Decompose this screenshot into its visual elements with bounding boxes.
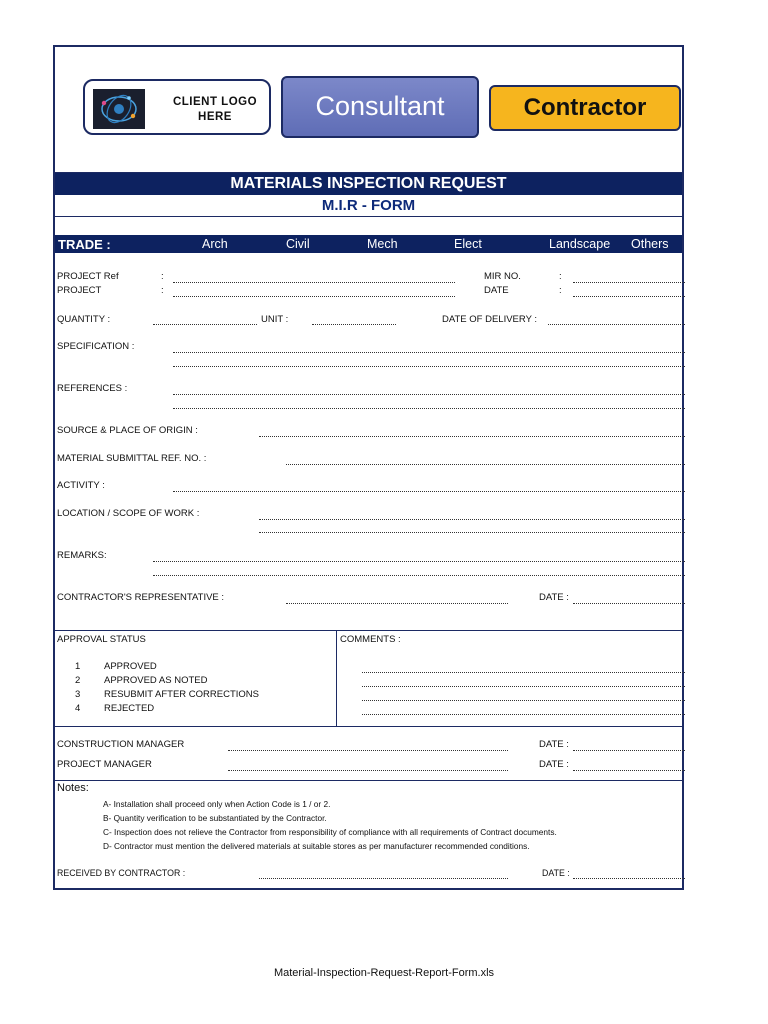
- contractor-rep-label: CONTRACTOR'S REPRESENTATIVE :: [57, 592, 225, 603]
- references-label: REFERENCES :: [57, 383, 128, 394]
- project-ref-label: PROJECT Ref: [57, 271, 119, 282]
- approval-item-num: 4: [75, 703, 81, 714]
- specification-field[interactable]: [173, 352, 685, 353]
- approval-status-title: APPROVAL STATUS: [57, 634, 146, 645]
- trade-option-elect[interactable]: Elect: [454, 237, 482, 251]
- activity-label: ACTIVITY :: [57, 480, 105, 491]
- location-field[interactable]: [259, 532, 685, 533]
- colon: :: [559, 285, 562, 296]
- approval-item-num: 1: [75, 661, 81, 672]
- colon: :: [161, 271, 164, 282]
- contractor-logo: Contractor: [489, 85, 681, 131]
- activity-field[interactable]: [173, 491, 685, 492]
- construction-manager-label: CONSTRUCTION MANAGER: [57, 739, 185, 750]
- date-of-delivery-field[interactable]: [548, 324, 685, 325]
- footer-filename: Material-Inspection-Request-Report-Form.xls: [273, 967, 495, 979]
- received-by-field[interactable]: [259, 878, 508, 879]
- form-title: MATERIALS INSPECTION REQUEST: [55, 173, 682, 195]
- approval-item-resubmit[interactable]: RESUBMIT AFTER CORRECTIONS: [104, 689, 260, 700]
- approval-item-num: 3: [75, 689, 81, 700]
- client-logo-text-1: CLIENT LOGO: [172, 96, 258, 108]
- note-item: B- Quantity verification to be substantiated by the Contractor.: [103, 813, 327, 823]
- comments-field[interactable]: [362, 700, 685, 701]
- project-ref-field[interactable]: [173, 282, 455, 283]
- project-manager-field[interactable]: [228, 770, 508, 771]
- mir-no-field[interactable]: [573, 282, 685, 283]
- project-manager-date-label: DATE :: [539, 759, 569, 770]
- divider: [55, 216, 682, 217]
- trade-label: TRADE :: [58, 237, 111, 252]
- approval-item-approved-as-noted[interactable]: APPROVED AS NOTED: [104, 675, 208, 686]
- client-logo: [83, 79, 271, 135]
- divider: [55, 630, 682, 631]
- references-field[interactable]: [173, 394, 685, 395]
- project-manager-date-field[interactable]: [573, 770, 685, 771]
- specification-label: SPECIFICATION :: [57, 341, 135, 352]
- contractor-rep-date-label: DATE :: [539, 592, 569, 603]
- remarks-field[interactable]: [153, 575, 685, 576]
- source-field[interactable]: [259, 436, 685, 437]
- trade-option-landscape[interactable]: Landscape: [549, 237, 611, 251]
- date-field[interactable]: [573, 296, 685, 297]
- material-submittal-label: MATERIAL SUBMITTAL REF. NO. :: [57, 453, 207, 464]
- colon: :: [161, 285, 164, 296]
- contractor-rep-date-field[interactable]: [573, 603, 685, 604]
- project-field[interactable]: [173, 296, 455, 297]
- note-item: A- Installation shall proceed only when Action Code is 1 / or 2.: [103, 799, 331, 809]
- divider: [336, 630, 337, 726]
- received-date-label: DATE :: [542, 868, 570, 878]
- approval-item-rejected[interactable]: REJECTED: [104, 703, 155, 714]
- approval-item-approved[interactable]: APPROVED: [104, 661, 157, 672]
- client-logo-text-2: HERE: [198, 111, 232, 123]
- comments-field[interactable]: [362, 686, 685, 687]
- unit-field[interactable]: [312, 324, 396, 325]
- construction-manager-date-field[interactable]: [573, 750, 685, 751]
- client-logo-icon: [93, 89, 145, 129]
- form-frame: [53, 45, 684, 890]
- mir-no-label: MIR NO.: [484, 271, 521, 282]
- construction-manager-date-label: DATE :: [539, 739, 569, 750]
- trade-bar: [55, 235, 682, 253]
- construction-manager-field[interactable]: [228, 750, 508, 751]
- remarks-label: REMARKS:: [57, 550, 107, 561]
- note-item: D- Contractor must mention the delivered materials at suitable stores as per manufacturer recommended conditions.: [103, 841, 530, 851]
- comments-field[interactable]: [362, 672, 685, 673]
- colon: :: [559, 271, 562, 282]
- quantity-field[interactable]: [153, 324, 257, 325]
- location-label: LOCATION / SCOPE OF WORK :: [57, 508, 200, 519]
- remarks-field[interactable]: [153, 561, 685, 562]
- form-subtitle: M.I.R - FORM: [321, 197, 416, 214]
- location-field[interactable]: [259, 519, 685, 520]
- divider: [55, 780, 682, 781]
- specification-field[interactable]: [173, 366, 685, 367]
- trade-option-mech[interactable]: Mech: [367, 237, 398, 251]
- source-label: SOURCE & PLACE OF ORIGIN :: [57, 425, 198, 436]
- date-label: DATE: [484, 285, 509, 296]
- consultant-logo: Consultant: [281, 76, 479, 138]
- references-field[interactable]: [173, 408, 685, 409]
- unit-label: UNIT :: [261, 314, 289, 325]
- trade-option-arch[interactable]: Arch: [202, 237, 228, 251]
- comments-label: COMMENTS :: [340, 634, 401, 645]
- project-label: PROJECT: [57, 285, 102, 296]
- contractor-rep-field[interactable]: [286, 603, 508, 604]
- trade-option-others[interactable]: Others: [631, 237, 669, 251]
- comments-field[interactable]: [362, 714, 685, 715]
- received-by-label: RECEIVED BY CONTRACTOR :: [57, 868, 186, 878]
- project-manager-label: PROJECT MANAGER: [57, 759, 152, 770]
- notes-title: Notes:: [57, 782, 89, 794]
- quantity-label: QUANTITY :: [57, 314, 111, 325]
- material-submittal-field[interactable]: [286, 464, 685, 465]
- note-item: C- Inspection does not relieve the Contractor from responsibility of compliance with all requirements of Contract documents.: [103, 827, 557, 837]
- approval-item-num: 2: [75, 675, 81, 686]
- divider: [55, 726, 682, 727]
- trade-option-civil[interactable]: Civil: [286, 237, 310, 251]
- date-of-delivery-label: DATE OF DELIVERY :: [442, 314, 538, 325]
- received-date-field[interactable]: [573, 878, 685, 879]
